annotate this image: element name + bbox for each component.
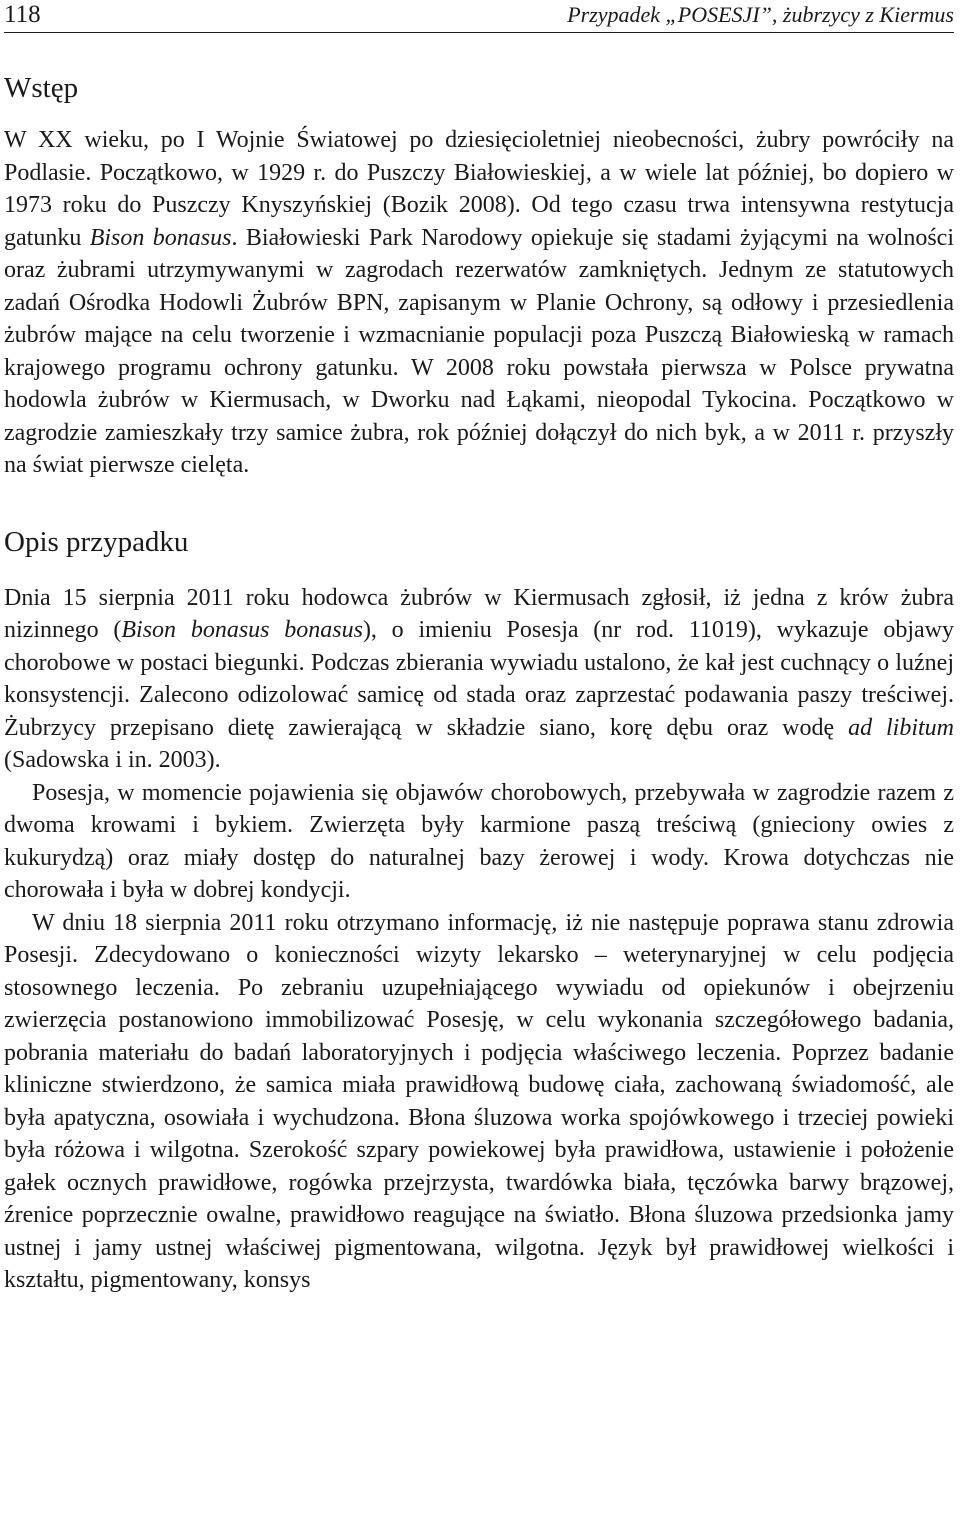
case-paragraph-3: W dniu 18 sierpnia 2011 roku otrzymano informację, iż nie następuje poprawa stanu zdrowia Posesji. Zdecydowano o konieczności wizyty lekarsko – weterynaryjnej w celu podjęcia stosownego leczenia. Po zebraniu uzupełniającego wywiadu od opiekunów i obejrzeniu zwierzęcia postanowiono immobilizować Posesję, w celu wykonania szczegółowego badania, pobrania materiału do badań laboratoryjnych i podjęcia właściwego leczenia. Poprzez badanie kliniczne stwierdzono, że samica miała prawidłową budowę ciała, zachowaną świadomość, ale była apatyczna, osowiała i wychudzona. Błona śluzowa worka spojówkowego i trzeciej powieki była różowa i wilgotna. Szerokość szpary powiekowej była prawidłowa, ustawienie i położenie gałek ocznych prawidłowe, rogówka przejrzysta, twardówka biała, tęczówka barwy brązowej, źrenice poprzecznie owalne, prawidłowo reagujące na światło. Błona śluzowa przedsionka jamy ustnej i jamy ustnej właściwej pigmentowana, wilgotna. Język był prawidłowej wielkości i kształtu, pigmentowany, konsys [4, 909, 954, 1293]
page-number: 118 [4, 1, 41, 28]
case-text-c: (Sadowska i in. 2003). [4, 747, 221, 773]
intro-text-a: W XX wieku, po I Wojnie Światowej po dziesięcioletniej nieobecności, żubry powróciły na Podlasie. Początkowo, w 1929 r. do Puszczy Białowieskiej, a w wiele lat później, bo dopiero w 1973 roku do Puszczy Knyszyńskiej (Bozik 2008). Od tego czasu trwa intensywna restytucja gatunku [4, 127, 954, 251]
intro-paragraph [4, 124, 954, 482]
species-name: Bison bonasus [89, 224, 232, 251]
case-text-a: Dnia 15 sierpnia 2011 roku hodowca żubrów w Kiermusach zgłosił, iż jedna z krów żubra nizinnego ( [4, 584, 954, 643]
running-title: Przypadek „POSESJI”, żubrzycy z Kiermus [567, 2, 954, 27]
running-head [4, 0, 954, 33]
latin-phrase: ad libitum [848, 714, 954, 741]
intro-text-b: . Białowieski Park Narodowy opiekuje się stadami żyjącymi na wolności oraz żubrami utrzymywanymi w zagrodach rezerwatów zamkniętych. Jednym ze statutowych zadań Ośrodka Hodowli Żubrów BPN, zapisanym w Planie Ochrony, są odłowy i przesiedlenia żubrów mające na celu tworzenie i wzmacnianie populacji poza Puszczą Białowieską w ramach krajowego programu ochrony gatunku. W 2008 roku powstała pierwsza w Polsce prywatna hodowla żubrów w Kiermusach, w Dworku nad Łąkami, nieopodal Tykocina. Początkowo w zagrodzie zamieszkały trzy samice żubra, rok później dołączył do nich byk, a w 2011 r. przyszły na świat pierwsze cielęta. [4, 224, 954, 478]
section-heading-intro: Wstęp [4, 72, 79, 104]
subspecies-name: Bison bonasus bonasus [121, 617, 363, 643]
case-paragraph-2: Posesja, w momencie pojawienia się objawów chorobowych, przebywała w zagrodzie razem z dwoma krowami i bykiem. Zwierzęta były karmione paszą treściwą (gnieciony owies z kukurydzą) oraz miały dostęp do naturalnej bazy żerowej i wody. Krowa dotychczas nie chorowała i była w dobrej kondycji. [4, 779, 954, 903]
case-paragraph-1 [4, 582, 954, 777]
case-text-b: ), o imieniu Posesja (nr rod. 11019), wykazuje objawy chorobowe w postaci biegunki. Podczas zbierania wywiadu ustalono, że kał jest cuchnący o luźnej konsystencji. Zalecono odizolować samicę od stada oraz zaprzestać podawania paszy treściwej. Żubrzycy przepisano dietę zawierającą w składzie siano, korę dębu oraz wodę [4, 617, 954, 741]
section-heading-case: Opis przypadku [4, 525, 189, 558]
